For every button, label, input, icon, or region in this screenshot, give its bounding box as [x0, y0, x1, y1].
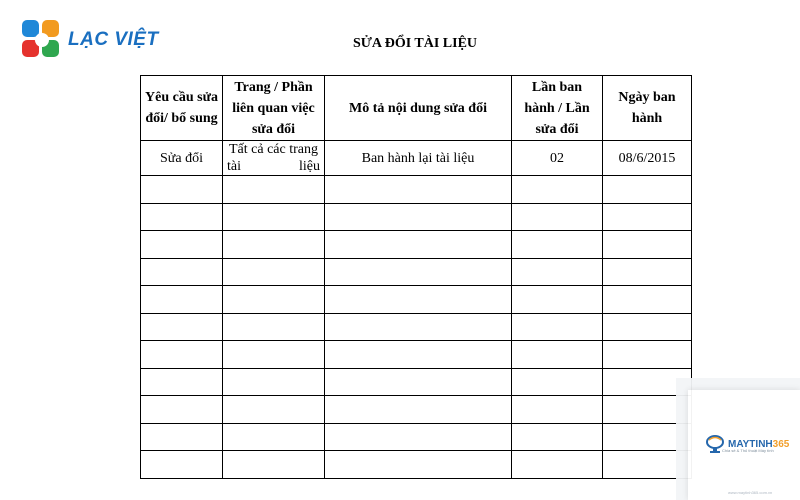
- page-title: SỬA ĐỔI TÀI LIỆU: [352, 36, 478, 51]
- table-row-empty: [141, 368, 692, 396]
- cell-issue-revision: 02: [512, 141, 603, 176]
- header-issue-revision: Lần ban hành / Lần sửa đổi: [512, 76, 603, 141]
- table-row-empty: [141, 203, 692, 231]
- cell-page-section: Tất cả các trang tài liệu: [223, 141, 325, 176]
- header-page-section: Trang / Phần liên quan việc sửa đổi: [223, 76, 325, 141]
- table-row-empty: [141, 396, 692, 424]
- maytinh365-watermark: [676, 378, 800, 500]
- table-row-empty: [141, 258, 692, 286]
- table-row-empty: [141, 231, 692, 259]
- table-row-empty: [141, 423, 692, 451]
- table-header-row: [141, 76, 692, 141]
- brand-name: LẠC VIỆT: [68, 29, 159, 50]
- table-row-empty: [141, 176, 692, 204]
- table-row-empty: [141, 341, 692, 369]
- cell-request: Sửa đổi: [141, 141, 223, 176]
- watermark-number: 365: [772, 438, 790, 450]
- watermark-site: www.maytinh365.com.vn: [728, 490, 773, 495]
- cell-issue-date: 08/6/2015: [603, 141, 692, 176]
- table-row-empty: [141, 313, 692, 341]
- header-request: Yêu cầu sửa đổi/ bổ sung: [141, 76, 223, 141]
- table-row-empty: [141, 286, 692, 314]
- header-description: Mô tả nội dung sửa đổi: [325, 76, 512, 141]
- cell-description: Ban hành lại tài liệu: [325, 141, 512, 176]
- watermark-tagline: Chia sẻ & Thủ thuật Máy tính: [722, 448, 774, 453]
- watermark-name: MAYTINH: [728, 438, 773, 450]
- header-issue-date: Ngày ban hành: [603, 76, 692, 141]
- table-row: [141, 141, 692, 176]
- revision-table: [140, 75, 692, 479]
- table-row-empty: [141, 451, 692, 479]
